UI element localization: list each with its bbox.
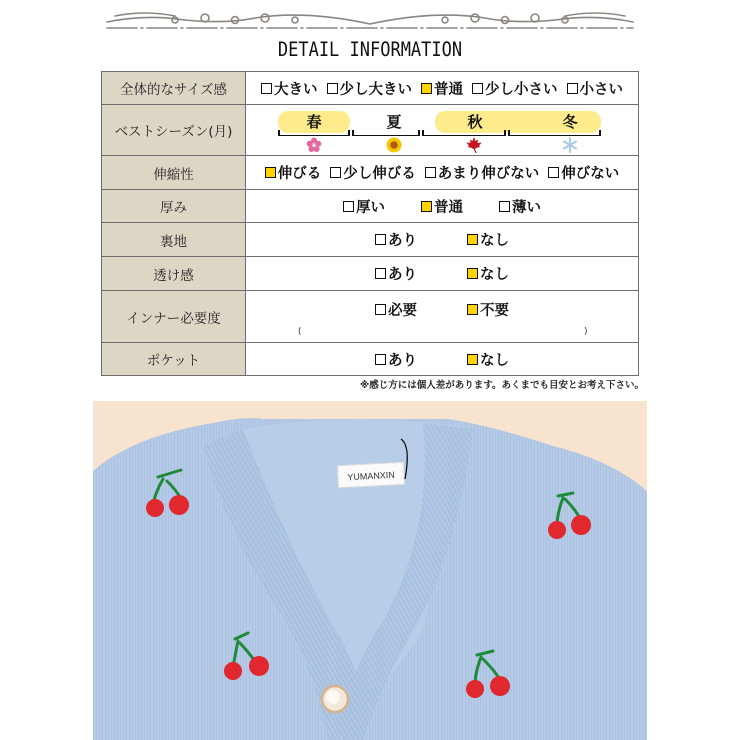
option-size-slightly-small: 少し小さい (472, 78, 558, 99)
table-row-inner (102, 291, 639, 343)
checkbox-icon (375, 268, 386, 279)
checkbox-icon (499, 201, 510, 212)
option-inner-not-needed: 不要 (467, 299, 509, 320)
paren-open: ( (298, 327, 302, 337)
checkbox-icon (330, 167, 341, 178)
table-row-lining (102, 223, 639, 257)
checkbox-checked-icon (467, 354, 478, 365)
season-spring: 春 (306, 112, 322, 131)
option-stretch-little: あまり伸びない (425, 162, 540, 183)
table-row-pocket (102, 343, 639, 376)
option-stretch-yes: 伸びる (265, 162, 322, 183)
page-title: DETAIL INFORMATION (277, 38, 463, 62)
row-label: ポケット (102, 343, 246, 376)
option-lining-yes: あり (375, 229, 417, 250)
row-label: 伸縮性 (102, 156, 246, 190)
row-label: 透け感 (102, 257, 246, 291)
maple-leaf-icon (466, 137, 482, 153)
season-bracket (352, 130, 420, 136)
option-inner-needed: 必要 (375, 299, 417, 320)
checkbox-icon (548, 167, 559, 178)
checkbox-icon (472, 83, 483, 94)
ornament-divider-icon (105, 6, 635, 34)
product-photo (93, 401, 647, 740)
detail-info-table (101, 71, 639, 376)
sunflower-icon (386, 137, 402, 153)
checkbox-icon (375, 354, 386, 365)
option-size-slightly-large: 少し大きい (327, 78, 413, 99)
sakura-flower-icon (306, 137, 322, 153)
option-stretch-no: 伸びない (548, 162, 619, 183)
checkbox-checked-icon (421, 83, 432, 94)
disclaimer-note: ※感じ方には個人差があります。あくまでも目安とお考え下さい。 (360, 380, 644, 391)
checkbox-checked-icon (467, 268, 478, 279)
checkbox-checked-icon (421, 201, 432, 212)
row-label: 厚み (102, 190, 246, 223)
row-label: インナー必要度 (102, 291, 246, 343)
checkbox-checked-icon (265, 167, 276, 178)
option-thin: 薄い (499, 196, 541, 217)
season-autumn: 秋 (467, 112, 483, 131)
option-normal: 普通 (421, 196, 463, 217)
option-size-large: 大きい (261, 78, 318, 99)
option-sheer-no: なし (467, 263, 509, 284)
checkbox-checked-icon (467, 304, 478, 315)
table-row-sheerness (102, 257, 639, 291)
option-thick: 厚い (343, 196, 385, 217)
option-size-small: 小さい (567, 78, 624, 99)
season-chart (246, 106, 638, 155)
option-pocket-no: なし (467, 349, 509, 370)
checkbox-icon (327, 83, 338, 94)
option-size-normal: 普通 (421, 78, 463, 99)
cardigan-image (93, 401, 647, 740)
table-row-thickness (102, 190, 639, 223)
checkbox-icon (261, 83, 272, 94)
table-row-season (102, 105, 639, 156)
option-lining-no: なし (467, 229, 509, 250)
option-pocket-yes: あり (375, 349, 417, 370)
checkbox-icon (425, 167, 436, 178)
row-label: 裏地 (102, 223, 246, 257)
snowflake-icon (562, 137, 578, 153)
season-bracket (422, 130, 506, 136)
paren-close: ) (584, 327, 588, 337)
season-summer: 夏 (386, 112, 402, 131)
row-label: ベストシーズン(月) (102, 105, 246, 156)
season-winter: 冬 (562, 112, 578, 131)
checkbox-icon (343, 201, 354, 212)
checkbox-icon (375, 234, 386, 245)
option-sheer-yes: あり (375, 263, 417, 284)
checkbox-checked-icon (467, 234, 478, 245)
table-row-size (102, 72, 639, 105)
brand-label: YUMANXIN (347, 469, 396, 483)
season-bracket (278, 130, 350, 136)
option-stretch-slightly: 少し伸びる (330, 162, 416, 183)
checkbox-icon (375, 304, 386, 315)
checkbox-icon (567, 83, 578, 94)
row-label: 全体的なサイズ感 (102, 72, 246, 105)
season-bracket (508, 130, 601, 136)
table-row-stretch (102, 156, 639, 190)
